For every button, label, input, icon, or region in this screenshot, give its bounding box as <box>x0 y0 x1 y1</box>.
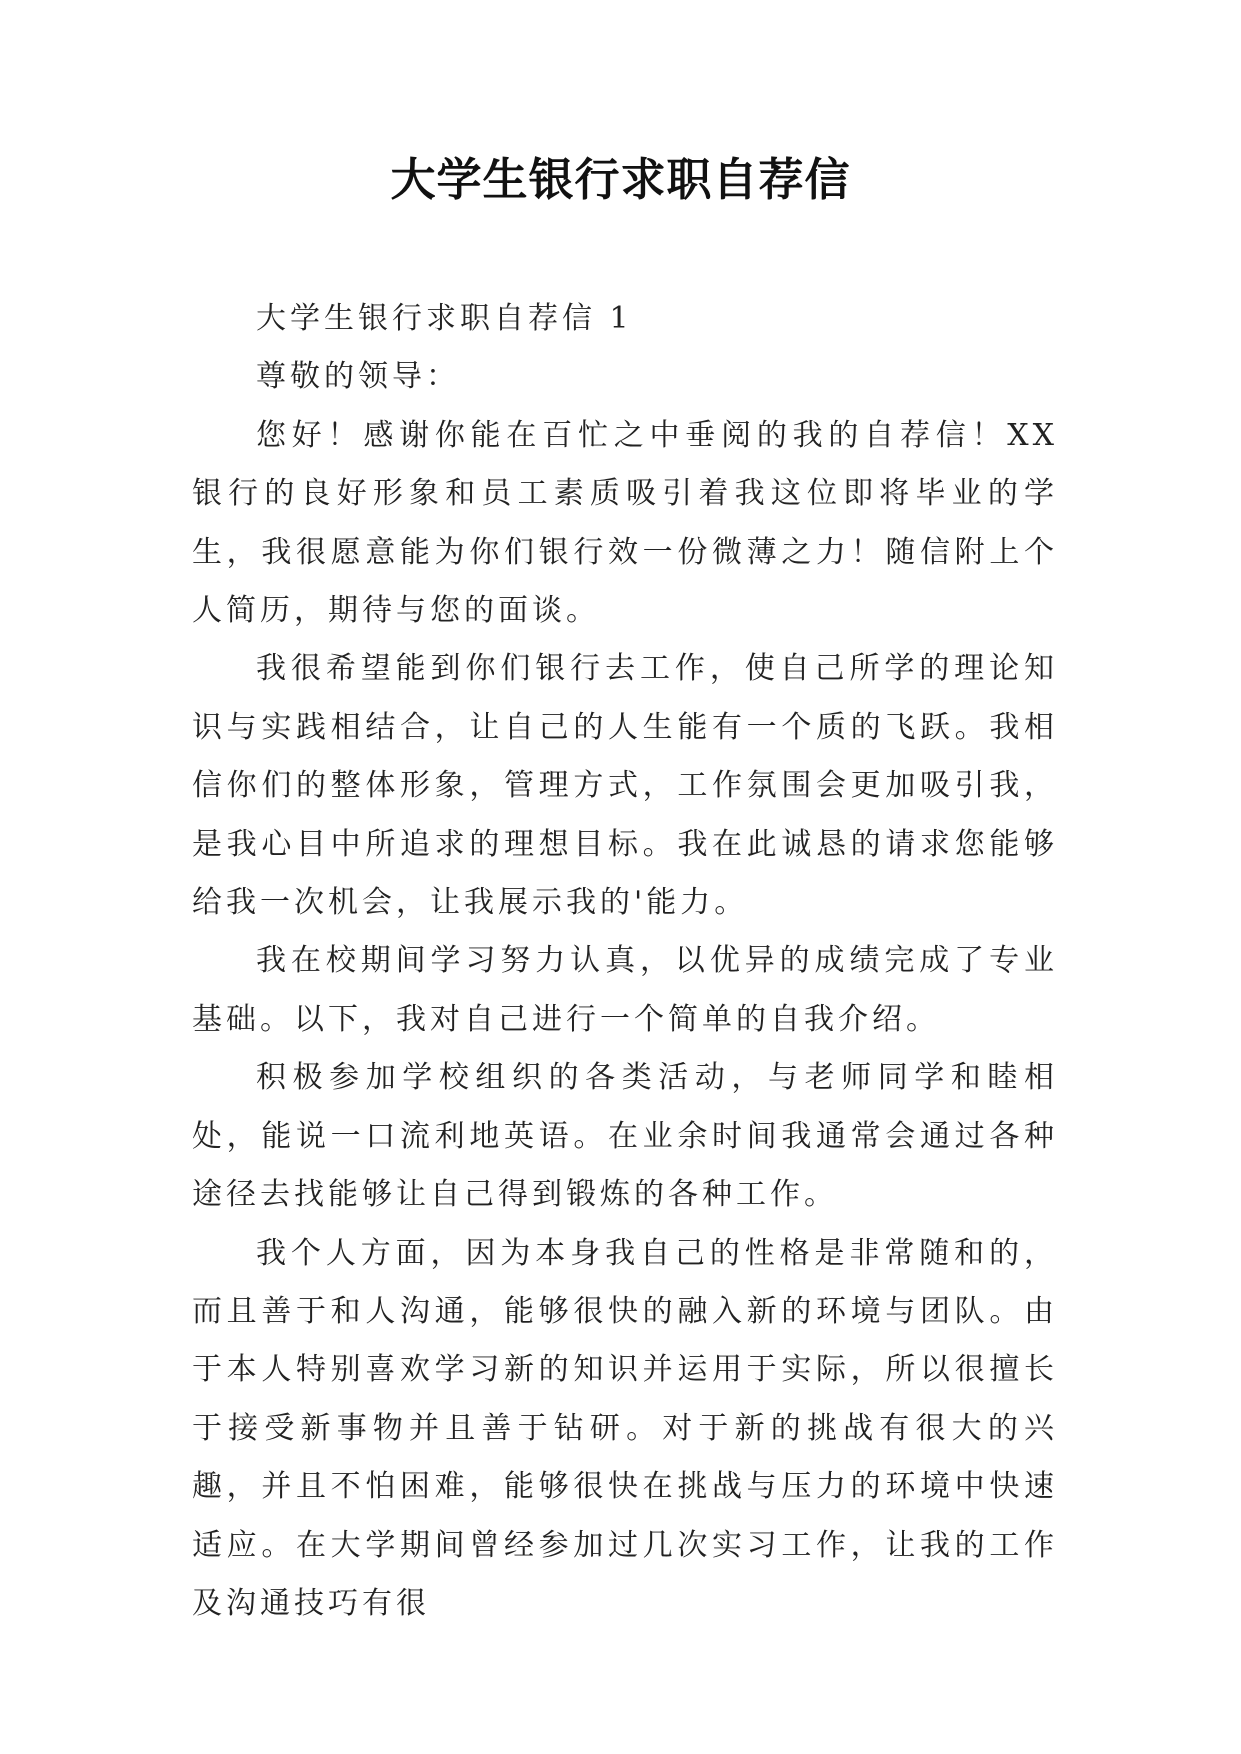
document-body <box>192 290 1058 1633</box>
salutation: 尊敬的领导： <box>256 359 460 395</box>
paragraph-motivation: 我很希望能到你们银行去工作，使自己所学的理论知识与实践相结合，让自己的人生能有一个质的飞跃。我相信你们的整体形象，管理方式，工作氛围会更加吸引我，是我心目中所追求的理想目标。我在此诚恳的请求您能够给我一次机会，让我展示我的'能力。 <box>192 651 1058 921</box>
paragraph-personality: 我个人方面，因为本身我自己的性格是非常随和的，而且善于和人沟通，能够很快的融入新的环境与团队。由于本人特别喜欢学习新的知识并运用于实际，所以很擅长于接受新事物并且善于钻研。对于新的挑战有很大的兴趣，并且不怕困难，能够很快在挑战与压力的环境中快速适应。在大学期间曾经参加过几次实习工作，让我的工作及沟通技巧有很 <box>192 1235 1058 1621</box>
letter-heading: 大学生银行求职自荐信 1 <box>256 301 633 336</box>
paragraph-greeting: 您好！感谢你能在百忙之中垂阅的我的自荐信！XX 银行的良好形象和员工素质吸引着我这位即将毕业的学生，我很愿意能为你们银行效一份微薄之力！随信附上个人简历，期待与您的面谈。 <box>192 417 1058 629</box>
paragraph-activities: 积极参加学校组织的各类活动，与老师同学和睦相处，能说一口流利地英语。在业余时间我通常会通过各种途径去找能够让自己得到锻炼的各种工作。 <box>192 1060 1058 1213</box>
document-title: 大学生银行求职自荐信 <box>390 153 851 206</box>
paragraph-study: 我在校期间学习努力认真，以优异的成绩完成了专业基础。以下，我对自己进行一个简单的自我介绍。 <box>192 943 1058 1037</box>
